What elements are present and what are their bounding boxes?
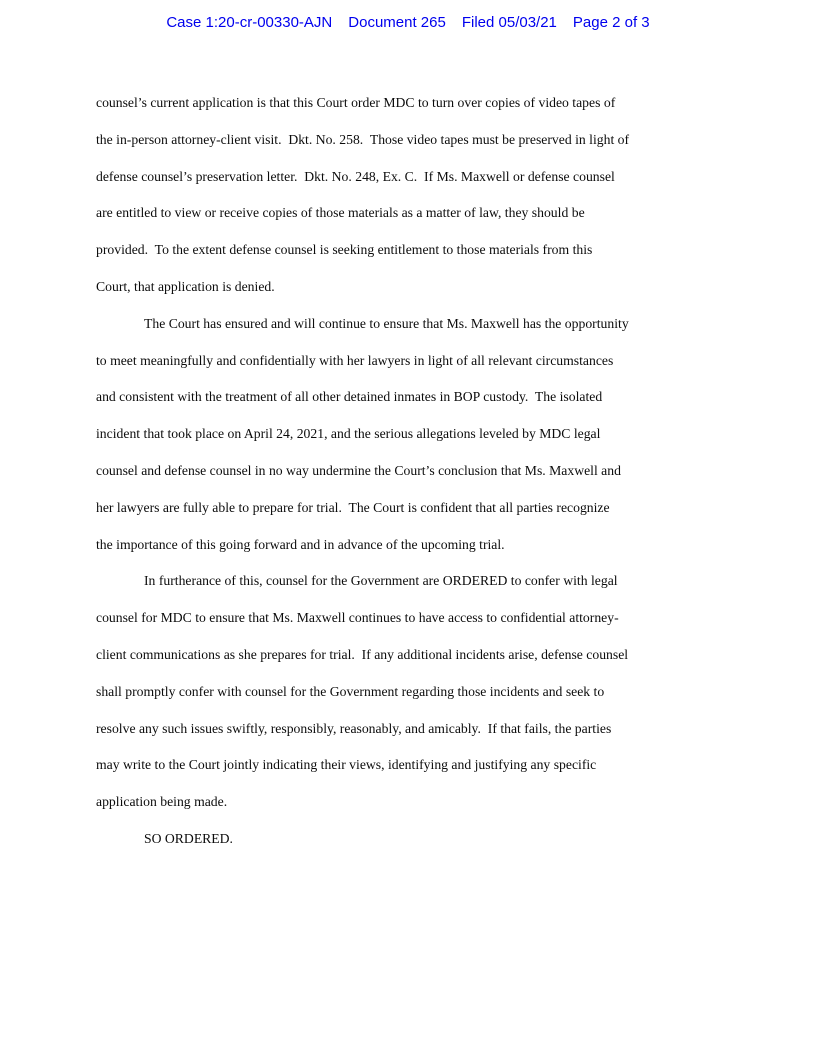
body-line: Court, that application is denied. [96,278,275,294]
body-line: counsel for MDC to ensure that Ms. Maxwell continues to have access to confidential attorney- [96,610,619,626]
body-line: counsel’s current application is that this Court order MDC to turn over copies of video tapes of [96,95,616,110]
body-line: incident that took place on April 24, 2021, and the serious allegations leveled by MDC legal [96,426,601,442]
body-line: defense counsel’s preservation letter. Dkt. No. 248, Ex. C. If Ms. Maxwell or defense counsel [96,168,615,184]
body-line: counsel and defense counsel in no way undermine the Court’s conclusion that Ms. Maxwell and [96,462,621,478]
body-line: shall promptly confer with counsel for the Government regarding those incidents and seek to [96,683,605,699]
body-line: In furtherance of this, counsel for the Government are ORDERED to confer with legal [144,573,618,589]
paragraph [96,306,776,564]
body-line: and consistent with the treatment of all other detained inmates in BOP custody. The isolated [96,389,603,405]
body-line: her lawyers are fully able to prepare for trial. The Court is confident that all parties recognize [96,499,610,515]
body-line: application being made. [96,794,228,810]
paragraph [96,563,776,821]
body-line: resolve any such issues swiftly, responsibly, reasonably, and amicably. If that fails, the parties [96,720,612,736]
body-line: the importance of this going forward and in advance of the upcoming trial. [96,536,505,552]
paragraph-so-ordered [96,821,776,858]
body-line: provided. To the extent defense counsel is seeking entitlement to those materials from this [96,242,593,258]
body-line: to meet meaningfully and confidentially with her lawyers in light of all relevant circumstances [96,352,614,368]
ecf-stamp-header [0,12,816,34]
so-ordered-line: SO ORDERED. [144,830,233,846]
body-line: The Court has ensured and will continue to ensure that Ms. Maxwell has the opportunity [144,315,629,331]
stamp-case-number: Case 1:20-cr-00330-AJN [166,14,333,31]
stamp-document-number: Document 265 [348,14,446,31]
body-line: may write to the Court jointly indicating their views, identifying and justifying any specific [96,757,597,773]
body-line: client communications as she prepares for trial. If any additional incidents arise, defense counsel [96,646,629,662]
opinion-body-text [96,85,776,858]
stamp-page-number: Page 2 of 3 [572,14,650,31]
body-line: are entitled to view or receive copies of those materials as a matter of law, they should be [96,205,585,221]
stamp-filed-date: Filed 05/03/21 [461,14,557,31]
body-line: the in-person attorney-client visit. Dkt. No. 258. Those video tapes must be preserved in light of [96,131,630,147]
paragraph [96,85,776,306]
